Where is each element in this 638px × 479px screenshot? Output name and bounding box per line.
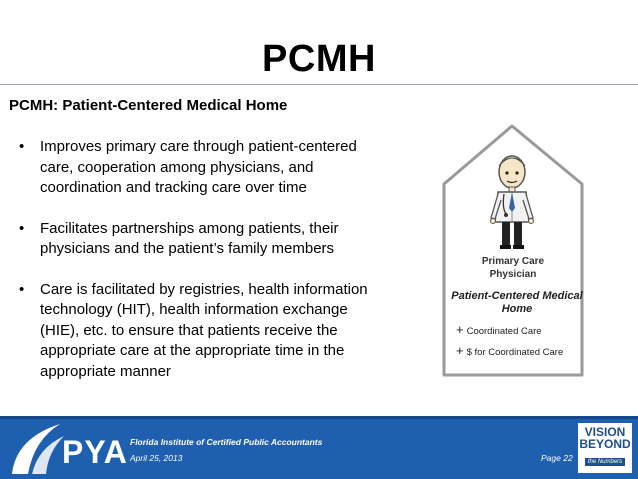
organization-name: Florida Institute of Certified Public Accountants — [130, 437, 323, 447]
plus-icon: + — [456, 343, 464, 358]
footer-stripe — [0, 416, 638, 419]
vision-beyond-logo — [578, 423, 632, 473]
list-item — [19, 280, 379, 383]
presentation-date: April 25, 2013 — [130, 453, 183, 463]
bullet-text: Facilitates partnerships among patients, their physicians and the patient’s family members — [40, 219, 339, 257]
benefit-text: $ for Coordinated Care — [466, 347, 564, 358]
tagline-line2: BEYOND — [579, 437, 631, 451]
benefit-item — [456, 322, 542, 337]
tagline-line3: the Numbers — [585, 458, 625, 466]
pya-swoosh-icon — [8, 418, 68, 478]
benefit-text: Coordinated Care — [466, 326, 542, 337]
tagline-line1: VISION — [584, 425, 626, 439]
list-item — [19, 137, 379, 199]
doctor-icon — [491, 156, 534, 249]
slide-subtitle: PCMH: Patient-Centered Medical Home — [9, 97, 288, 114]
page-number: Page 22 — [541, 453, 573, 463]
bullet-text: Care is facilitated by registries, health information technology (HIT), health information exchange (HIE), etc. to ensure that patients receive the appropriate care at the appropriate time in the appropriate manner — [40, 280, 368, 380]
bullet-icon: • — [19, 138, 25, 155]
pya-logo: PYA — [62, 434, 128, 470]
home-label: Patient-Centered Medical Home — [451, 290, 583, 315]
slide-title: PCMH — [262, 38, 376, 80]
title-divider — [0, 84, 638, 85]
benefit-item — [456, 343, 563, 358]
plus-icon: + — [456, 322, 464, 337]
list-item — [19, 219, 379, 260]
bullet-text: Improves primary care through patient-centered care, cooperation among physicians, and coordination and tracking care over time — [40, 138, 357, 196]
bullet-icon: • — [19, 280, 25, 298]
physician-label: Primary Care Physician — [481, 256, 545, 280]
bullet-icon: • — [19, 219, 25, 237]
bullet-list — [19, 137, 379, 402]
